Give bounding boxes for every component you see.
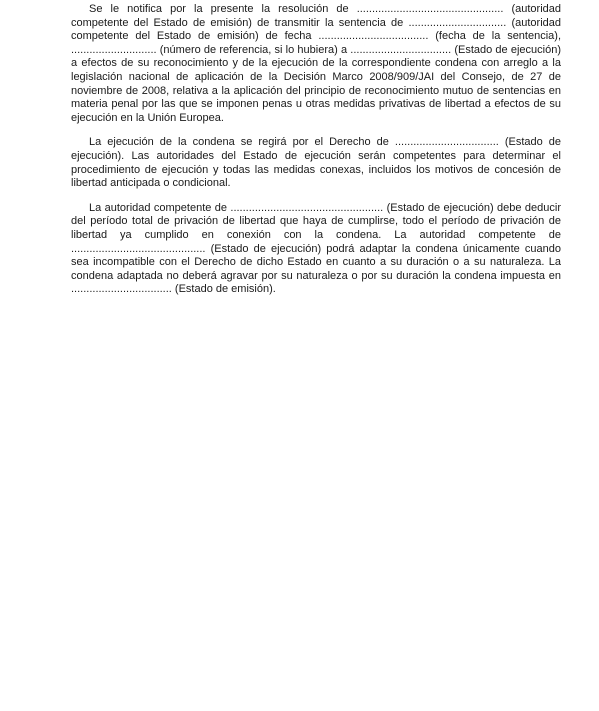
paragraph-competent-authority: La autoridad competente de .................................................. (Estado de ejecución) debe deducir del período total de privación de libertad que haya de cumplirse, todo el período de privación de libertad ya cumplido en conexión con la condena. La autoridad competente de ............................................ (Estado de ejecución) podrá adaptar la condena únicamente cuando sea incompatible con el Derecho de dicho Estado en cuanto a su duración o a su naturaleza. La condena adaptada no deberá agravar por su naturaleza o por su duración la condena impuesta en ................................. (Estado de emisión). [71,201,561,296]
paragraph-notification: Se le notifica por la presente la resolución de ................................................ (autoridad competente del Estado de emisión) de transmitir la sentencia de ................................ (autoridad competente del Estado de emisión) de fecha .................................... (fecha de la sentencia), ............................ (número de referencia, si lo hubiera) a ................................. (Estado de ejecución) a efectos de su reconocimiento y de la ejecución de la correspondiente condena con arreglo a la legislación nacional de aplicación de la Decisión Marco 2008/909/JAI del Consejo, de 27 de noviembre de 2008, relativa a la aplicación del principio de reconocimiento mutuo de sentencias en materia penal por las que se imponen penas u otras medidas privativas de libertad a efectos de su ejecución en la Unión Europea. [71,3,561,124]
document-body [71,3,561,308]
paragraph-execution-law: La ejecución de la condena se regirá por el Derecho de .................................. (Estado de ejecución). Las autoridades del Estado de ejecución serán competentes para determinar el procedimiento de ejecución y todas las medidas conexas, incluidos los motivos de concesión de libertad anticipada o condicional. [71,136,561,190]
